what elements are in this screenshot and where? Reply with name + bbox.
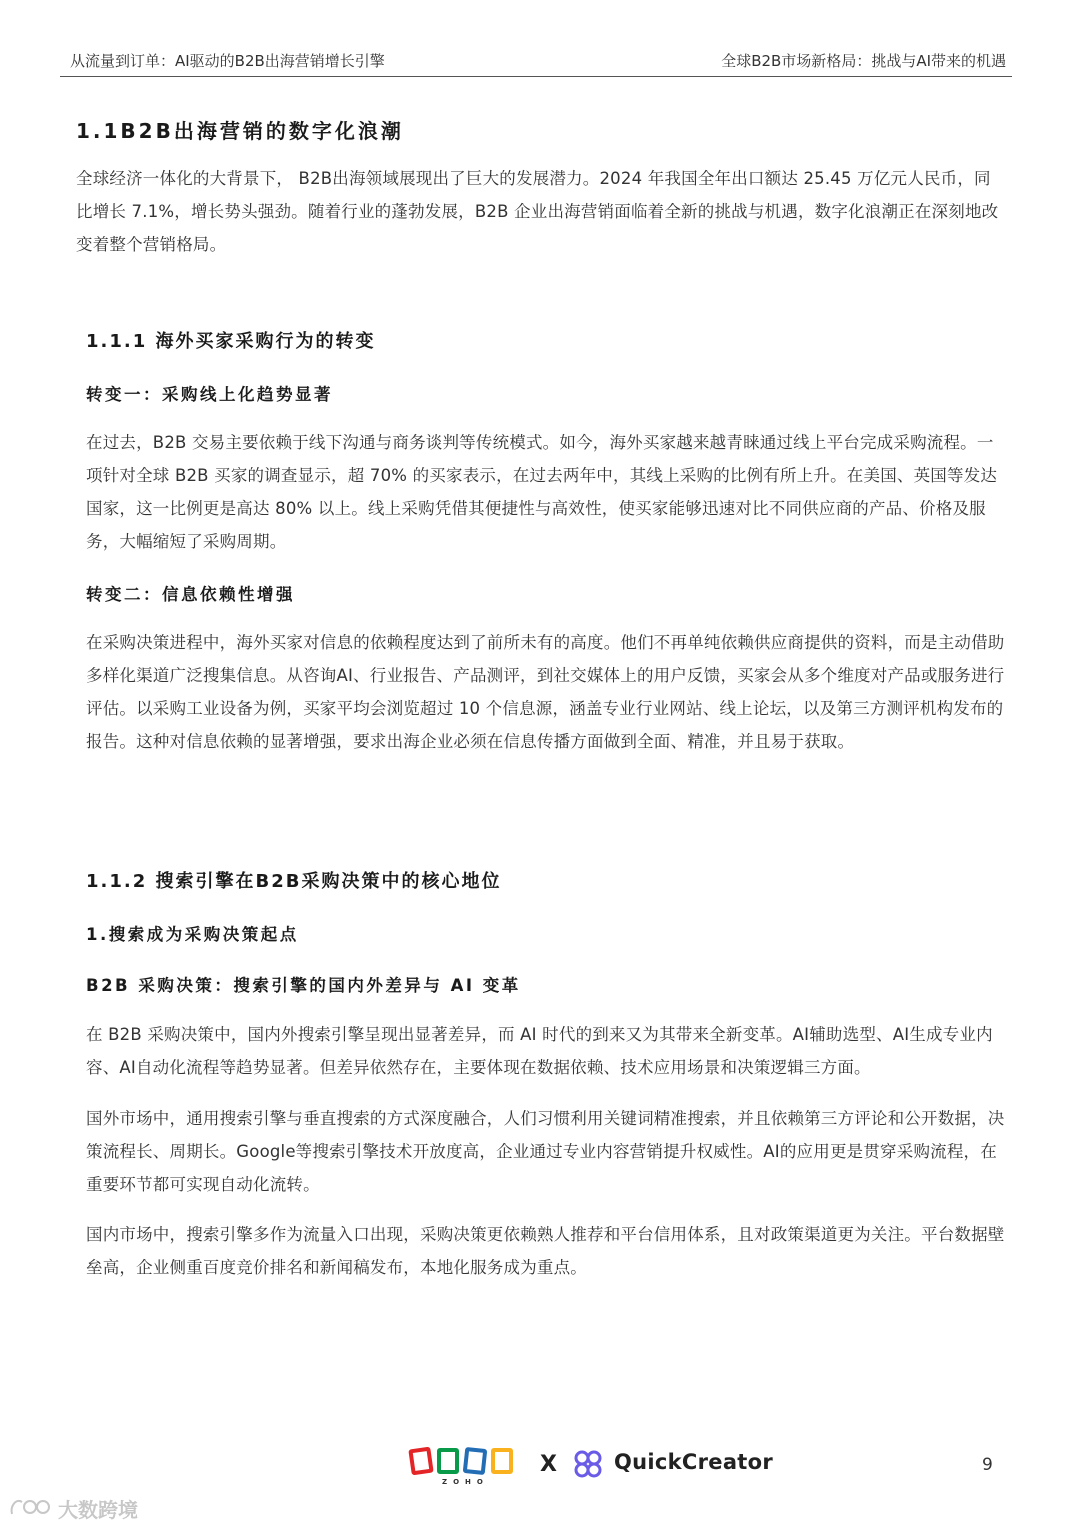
watermark-logo-icon xyxy=(8,1494,52,1520)
zoho-logo xyxy=(410,1444,520,1488)
quickcreator-wordmark: QuickCreator xyxy=(614,1450,774,1474)
zoho-green-square-icon xyxy=(437,1448,459,1474)
zoho-red-square-icon xyxy=(408,1447,433,1476)
change-two-text: 在采购决策进程中，海外买家对信息的依赖程度达到了前所未有的高度。他们不再单纯依赖供应商提供的资料，而是主动借助多样化渠道广泛搜集信息。从咨询AI、行业报告、产品测评，到社交媒体上的用户反馈，买家会从多个维度对产品或服务进行评估。以采购工业设备为例，买家平均会浏览超过 10 个信息源，涵盖专业行业网站、线上论坛，以及第三方测评机构发布的报告。这种对信息依赖的显著增强，要求出海企业必须在信息传播方面做到全面、精准，并且易于获取。 xyxy=(86,633,1005,751)
point-one-title: 1.搜索成为采购决策起点 xyxy=(86,925,299,944)
change-two-title: 转变二：信息依赖性增强 xyxy=(86,585,295,604)
zoho-yellow-square-icon xyxy=(491,1448,513,1474)
quickcreator-logo-icon xyxy=(572,1448,604,1480)
watermark xyxy=(8,1492,148,1522)
change-one-title: 转变一：采购线上化趋势显著 xyxy=(86,385,333,404)
watermark-text: 大数跨境 xyxy=(58,1498,138,1522)
change-one-text: 在过去，B2B 交易主要依赖于线下沟通与商务谈判等传统模式。如今，海外买家越来越青睐通过线上平台完成采购流程。一项针对全球 B2B 买家的调查显示，超 70% 的买家表示，在过去两年中，其线上采购的比例有所上升。在美国、英国等发达国家，这一比例更是高达 80% 以上。线上采购凭借其便捷性与高效性，使买家能够迅速对比不同供应商的产品、价格及服务，大幅缩短了采购周期。 xyxy=(86,433,998,551)
point-one-subtitle: B2B 采购决策：搜索引擎的国内外差异与 AI 变革 xyxy=(86,976,521,995)
header-chapter-title: 全球B2B市场新格局：挑战与AI带来的机遇 xyxy=(721,52,1006,70)
search-paragraph-3: 国内市场中，搜索引擎多作为流量入口出现，采购决策更依赖熟人推荐和平台信用体系，且对政策渠道更为关注。平台数据壁垒高，企业侧重百度竞价排名和新闻稿发布，本地化服务成为重点。 xyxy=(86,1225,1005,1277)
page-number: 9 xyxy=(982,1455,993,1475)
search-paragraph-2: 国外市场中，通用搜索引擎与垂直搜索的方式深度融合，人们习惯利用关键词精准搜索，并且依赖第三方评论和公开数据，决策流程长、周期长。Google等搜索引擎技术开放度高，企业通过专业内容营销提升权威性。AI的应用更是贯穿采购流程，在重要环节都可实现自动化流转。 xyxy=(86,1109,1005,1194)
zoho-blue-square-icon xyxy=(463,1447,488,1475)
section-intro: 全球经济一体化的大背景下， B2B出海领域展现出了巨大的发展潜力。2024 年我国全年出口额达 25.45 万亿元人民币，同比增长 7.1%，增长势头强劲。随着行业的蓬勃发展，B2B 企业出海营销面临着全新的挑战与机遇，数字化浪潮正在深刻地改变着整个营销格局。 xyxy=(76,169,999,254)
collaboration-x: X xyxy=(540,1452,557,1477)
zoho-wordmark: ZOHO xyxy=(442,1478,489,1486)
footer-partner-logos xyxy=(410,1444,774,1488)
page-header xyxy=(60,48,1012,77)
header-document-title: 从流量到订单：AI驱动的B2B出海营销增长引擎 xyxy=(70,52,385,70)
subsection-title-1-1-1: 1.1.1 海外买家采购行为的转变 xyxy=(86,331,376,352)
section-title: 1.1B2B出海营销的数字化浪潮 xyxy=(76,119,404,143)
search-paragraph-1: 在 B2B 采购决策中，国内外搜索引擎呈现出显著差异，而 AI 时代的到来又为其带来全新变革。AI辅助选型、AI生成专业内容、AI自动化流程等趋势显著。但差异依然存在，主要体现在数据依赖、技术应用场景和决策逻辑三方面。 xyxy=(86,1025,993,1077)
subsection-title-1-1-2: 1.1.2 搜索引擎在B2B采购决策中的核心地位 xyxy=(86,871,502,892)
